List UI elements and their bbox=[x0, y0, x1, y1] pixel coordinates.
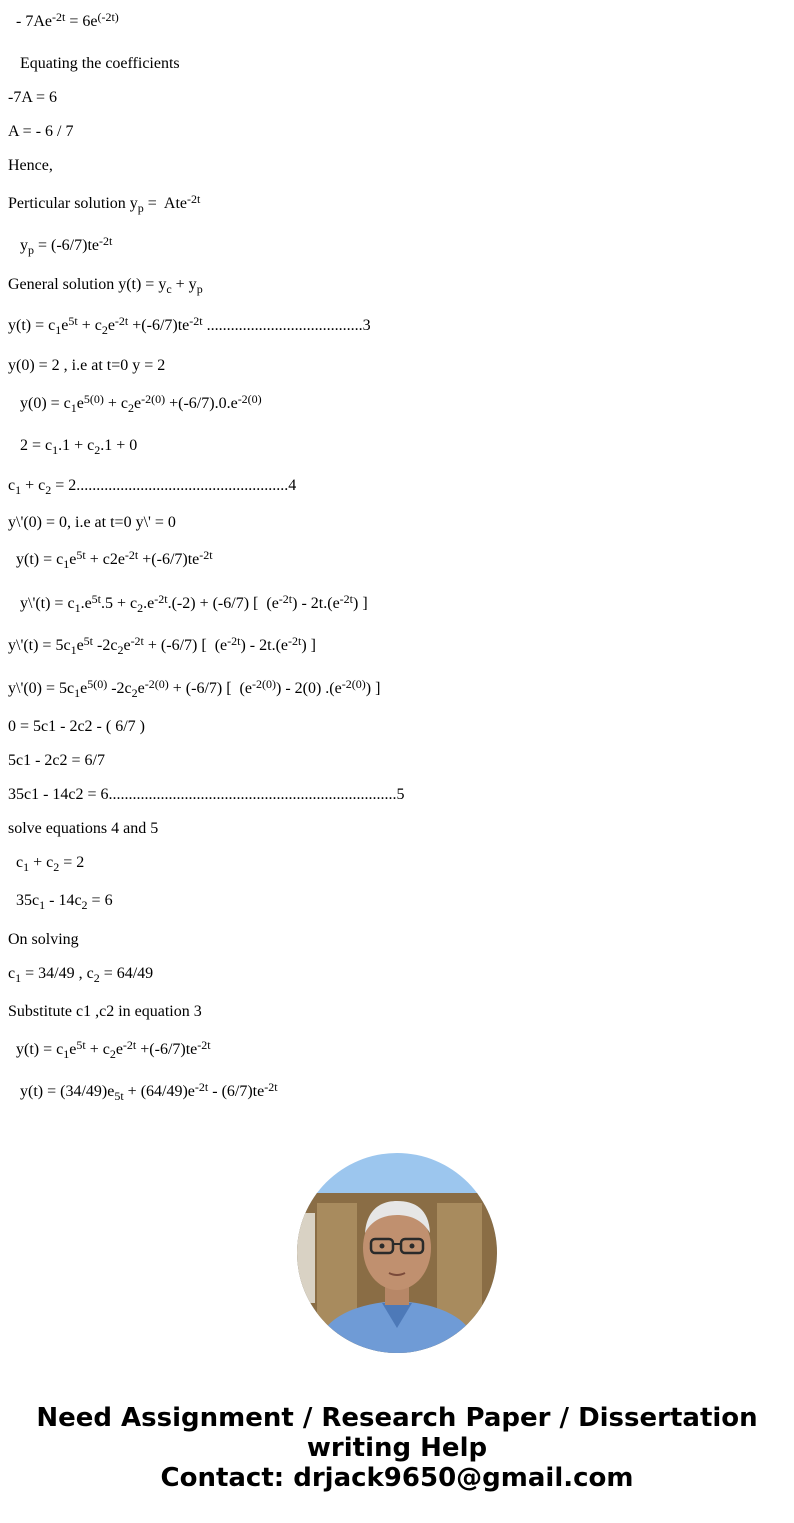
author-portrait bbox=[297, 1153, 497, 1353]
equation-line: y\'(0) = $5c_1e^{5(0)}$ $-2c_2e^{-2(0)} + (-6/7)$ [ $(e^{-2(0)}) - 2(0)$ $.(e^{-2(0)})$ ] bbox=[8, 676, 381, 700]
equation-line: $c_1 + c_2 = 2.....................................................4$ bbox=[8, 477, 297, 497]
equation-line: 5c1 - 2c2 = 6/7 bbox=[8, 752, 105, 769]
equation-line: y\'(0) = 0, i.e at t=0 y\' = 0 bbox=[8, 514, 176, 531]
equation-line: Equating the coefficients bbox=[8, 55, 180, 72]
equation-line: $y_p = (-6/7)te^{-2t}$ bbox=[8, 233, 113, 257]
equation-line: y(0) = 2 , i.e at t=0 y = 2 bbox=[8, 357, 166, 374]
equation-line: solve equations 4 and 5 bbox=[8, 820, 159, 837]
equation-line: Hence, bbox=[8, 157, 53, 174]
equation-line: General solution $y(t) = y_c + y_p$ bbox=[8, 276, 203, 296]
equation-line: $y(t) = c_1e^{5t} + c_2e^{-2t} +(-6/7)te^{-2t}$ bbox=[8, 1037, 211, 1061]
equation-line: Substitute c1 ,c2 in equation 3 bbox=[8, 1003, 202, 1020]
equation-line: $y(t) = c_1e^{5t} + c_2e^{-2t} +(-6/7)te^{-2t}$ .......................................3 bbox=[8, 313, 371, 337]
equation-line: -7A = 6 bbox=[8, 89, 58, 106]
author-avatar bbox=[297, 1153, 497, 1353]
equation-line: On solving bbox=[8, 931, 79, 948]
equation-line: $y(0) = c_1e^{5(0)} + c_2e^{-2(0)} +(-6/7).0.e^{-2(0)}$ bbox=[8, 391, 262, 415]
equation-line: $c_1 + c_2 = 2$ bbox=[8, 854, 85, 874]
promo-banner bbox=[0, 1403, 794, 1493]
equation-line: $y(t) = c_1e^{5t} + c2e^{-2t} +(-6/7)te^{-2t}$ bbox=[8, 547, 213, 571]
equation-line: $35c_1 - 14c_2 = 6$ bbox=[8, 892, 113, 912]
equation-line: - $7Ae^{-2t} = 6e^{(-2t)}$ bbox=[8, 9, 119, 30]
equation-line: $y(t) = (34/49)e_{5t} + (64/49)e^{-2t} - (6/7)te^{-2t}$ bbox=[8, 1079, 278, 1103]
equation-line: y\'(t) = $c_1.e^{5t}.5 + c_2.e^{-2t}.(-2) + (-6/7)$ [ $(e^{-2t}) - 2t.(e^{-2t})$ ] bbox=[8, 591, 368, 615]
banner-line-1: Need Assignment / Research Paper / Dissertation bbox=[36, 1403, 758, 1433]
banner-line-2: writing Help bbox=[306, 1433, 488, 1463]
banner-contact: Contact: drjack9650@gmail.com bbox=[160, 1463, 634, 1493]
equation-line: $c_1 = 34/49$ , $c_2 = 64/49$ bbox=[8, 965, 154, 985]
equation-line: Perticular solution $y_p = Ate^{-2t}$ bbox=[8, 191, 201, 215]
equation-line: A = - 6 / 7 bbox=[8, 123, 74, 140]
equation-line: $2 = c_1.1 + c_2.1 + 0$ bbox=[8, 437, 138, 457]
equation-line: 0 = 5c1 - 2c2 - ( 6/7 ) bbox=[8, 718, 145, 735]
equation-line: 35c1 - 14c2 = 6........................................................................5 bbox=[8, 786, 405, 803]
equation-line: y\'(t) = $5c_1e^{5t}$ $-2c_2e^{-2t} + (-6/7)$ [ $(e^{-2t}) - 2t.(e^{-2t})$ ] bbox=[8, 633, 316, 657]
